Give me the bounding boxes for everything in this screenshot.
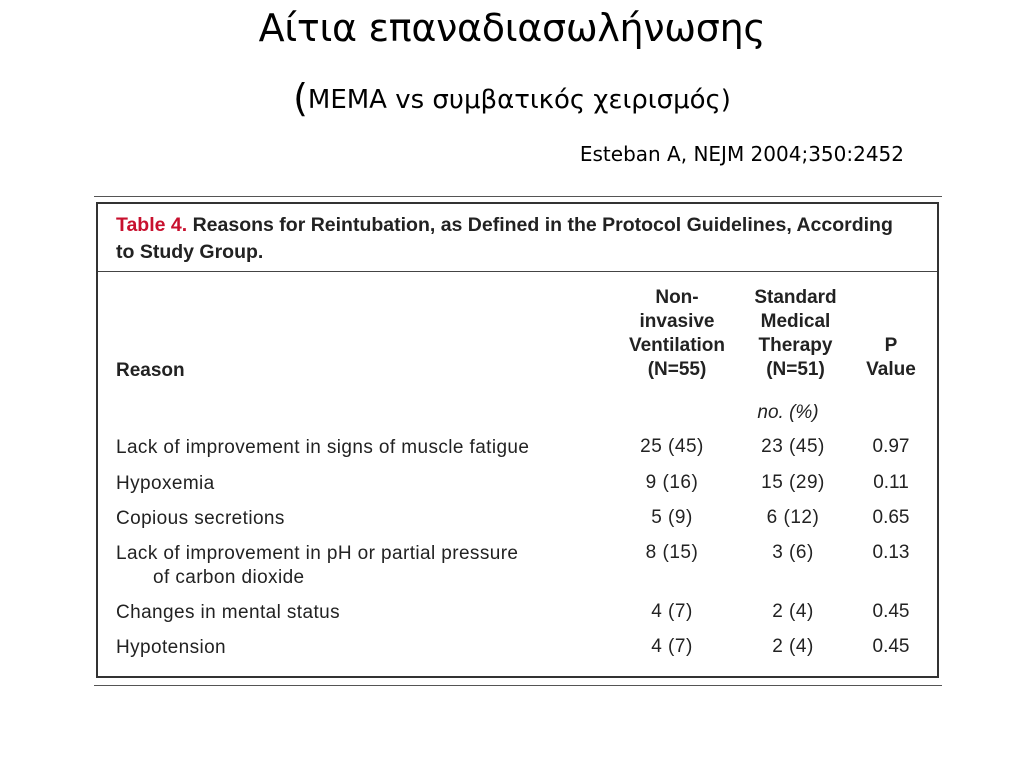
cell-p: 0.13 — [872, 542, 910, 563]
table-row-reason — [116, 601, 616, 625]
header-smt-line: Standard — [754, 287, 837, 308]
header-niv-line: (N=55) — [647, 359, 707, 380]
table-caption-text: Reasons for Reintubation, as Defined in the Protocol Guidelines, According to Study Group. — [116, 214, 893, 263]
table-row-reason — [116, 542, 616, 590]
header-niv-line: Ventilation — [628, 335, 726, 356]
table-row-reason — [116, 472, 616, 496]
citation: Esteban A, NEJM 2004;350:2452 — [579, 142, 904, 166]
header-niv — [617, 286, 737, 382]
slide-title: Αίτια επαναδιασωλήνωσης — [258, 6, 766, 50]
cell-p: 0.45 — [872, 636, 910, 657]
reason-text: Changes in mental status — [116, 602, 340, 623]
cell-niv: 4 (7) — [651, 601, 693, 622]
caption-divider — [98, 271, 937, 272]
bottom-rule — [94, 685, 942, 686]
reason-text: Hypotension — [116, 637, 227, 658]
cell-niv: 4 (7) — [651, 636, 693, 657]
cell-p: 0.45 — [872, 601, 910, 622]
subtitle-paren: ( — [293, 76, 308, 120]
units-label: no. (%) — [757, 402, 819, 423]
cell-niv: 9 (16) — [645, 472, 699, 493]
header-niv-line: Non- — [655, 287, 699, 308]
reason-text: Copious secretions — [116, 508, 285, 529]
cell-smt: 15 (29) — [761, 472, 825, 493]
header-p — [856, 334, 926, 382]
cell-smt: 2 (4) — [772, 601, 814, 622]
reason-text: Lack of improvement in pH or partial pressure — [116, 543, 519, 564]
header-p-line: Value — [866, 359, 916, 380]
cell-niv: 8 (15) — [645, 542, 699, 563]
reintubation-table — [96, 202, 939, 678]
subtitle-text: ΜΕΜΑ vs συμβατικός χειρισμός) — [307, 85, 731, 115]
slide-subtitle — [0, 78, 1024, 120]
reason-continuation: of carbon dioxide — [153, 567, 305, 588]
table-row-reason — [116, 507, 616, 531]
header-smt-line: (N=51) — [766, 359, 825, 380]
table-row-reason — [116, 436, 616, 460]
header-smt-line: Medical — [760, 311, 831, 332]
table-caption — [116, 212, 916, 266]
reason-text: Hypoxemia — [116, 473, 215, 494]
cell-p: 0.65 — [872, 507, 910, 528]
cell-smt: 2 (4) — [772, 636, 814, 657]
table-caption-label: Table 4. — [116, 214, 188, 236]
header-smt-line: Therapy — [758, 335, 833, 356]
cell-p: 0.11 — [873, 472, 909, 493]
table-row-reason — [116, 636, 616, 660]
cell-smt: 3 (6) — [772, 542, 814, 563]
header-reason: Reason — [116, 360, 185, 381]
top-rule — [94, 196, 942, 197]
cell-niv: 25 (45) — [640, 436, 704, 457]
cell-niv: 5 (9) — [651, 507, 693, 528]
header-niv-line: invasive — [639, 311, 715, 332]
cell-smt: 23 (45) — [761, 436, 825, 457]
header-smt — [738, 286, 853, 382]
cell-smt: 6 (12) — [766, 507, 820, 528]
cell-p: 0.97 — [872, 436, 910, 457]
header-p-line: P — [884, 335, 898, 356]
reason-text: Lack of improvement in signs of muscle fatigue — [116, 437, 530, 458]
